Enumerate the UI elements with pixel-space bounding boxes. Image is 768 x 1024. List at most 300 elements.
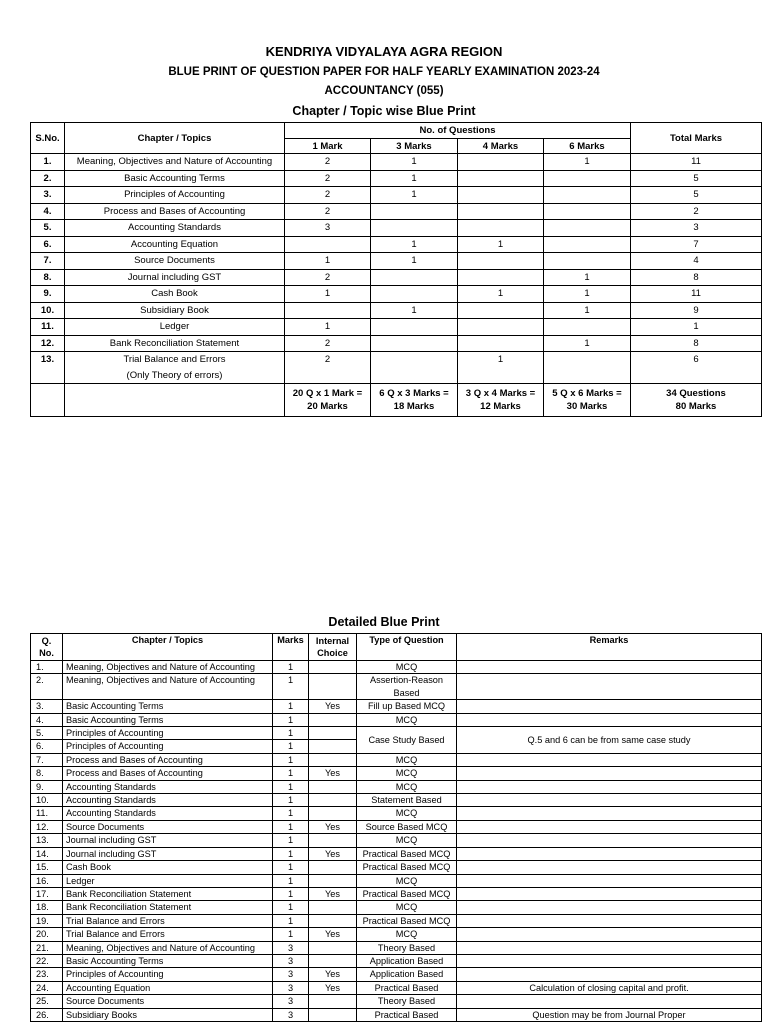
total-cell: 9 [631, 302, 762, 319]
marks-cell: 1 [273, 901, 309, 914]
qno-cell: 10. [31, 794, 63, 807]
type-cell: Practical Based MCQ [357, 861, 457, 874]
topic-cell: Meaning, Objectives and Nature of Accounting [65, 154, 285, 171]
mark1-cell: 2 [285, 203, 371, 220]
table-row [31, 154, 762, 171]
type-cell: MCQ [357, 661, 457, 674]
type-cell: Application Based [357, 954, 457, 967]
header-remarks: Remarks [457, 634, 762, 661]
topic-cell: Source Documents [65, 253, 285, 270]
choice-cell [309, 780, 357, 793]
marks-cell: 1 [273, 847, 309, 860]
header-4-marks: 4 Marks [458, 139, 544, 154]
marks-cell: 3 [273, 941, 309, 954]
mark6-cell: 1 [544, 154, 631, 171]
qno-cell: 22. [31, 954, 63, 967]
sno-cell: 9. [31, 286, 65, 303]
mark3-cell: 1 [371, 154, 458, 171]
table-row [31, 700, 762, 713]
remarks-cell [457, 767, 762, 780]
choice-cell: Yes [309, 928, 357, 941]
topic-cell: Accounting Equation [65, 236, 285, 253]
table-row [31, 914, 762, 927]
mark6-cell [544, 319, 631, 336]
table-row [31, 203, 762, 220]
topic-cell: Journal including GST [63, 834, 273, 847]
remarks-cell [457, 914, 762, 927]
total-cell: 7 [631, 236, 762, 253]
header-1-mark: 1 Mark [285, 139, 371, 154]
total-cell: 6 [631, 352, 762, 384]
remarks-cell [457, 834, 762, 847]
choice-cell [309, 794, 357, 807]
qno-cell: 3. [31, 700, 63, 713]
sno-cell: 13. [31, 352, 65, 384]
qno-cell: 7. [31, 753, 63, 766]
sno-cell: 4. [31, 203, 65, 220]
mark3-cell: 1 [371, 302, 458, 319]
header-qno: Q. No. [31, 634, 63, 661]
header-3-marks: 3 Marks [371, 139, 458, 154]
choice-cell [309, 914, 357, 927]
mark3-cell [371, 319, 458, 336]
type-cell: Practical Based MCQ [357, 887, 457, 900]
total-1-mark: 20 Q x 1 Mark = 20 Marks [285, 384, 371, 417]
marks-cell: 3 [273, 968, 309, 981]
choice-cell [309, 901, 357, 914]
sno-cell: 3. [31, 187, 65, 204]
choice-cell: Yes [309, 820, 357, 833]
remarks-cell [457, 861, 762, 874]
choice-cell [309, 995, 357, 1008]
total-sno-cell [31, 384, 65, 417]
header-total-marks: Total Marks [631, 123, 762, 154]
table-row [31, 794, 762, 807]
mark3-cell [371, 286, 458, 303]
topic-cell: Accounting Standards [63, 780, 273, 793]
mark4-cell: 1 [458, 236, 544, 253]
choice-cell [309, 1008, 357, 1021]
topic-cell: Principles of Accounting [63, 740, 273, 753]
table-row [31, 981, 762, 994]
type-cell: Practical Based [357, 1008, 457, 1021]
type-cell: Application Based [357, 968, 457, 981]
mark6-cell [544, 170, 631, 187]
qno-cell: 23. [31, 968, 63, 981]
qno-cell: 6. [31, 740, 63, 753]
subject-title: ACCOUNTANCY (055) [324, 85, 444, 97]
type-cell: Practical Based [357, 981, 457, 994]
remarks-cell [457, 713, 762, 726]
header-sno: S.No. [31, 123, 65, 154]
topic-cell: Process and Bases of Accounting [63, 753, 273, 766]
mark4-cell: 1 [458, 352, 544, 384]
remarks-cell [457, 954, 762, 967]
mark1-cell: 1 [285, 253, 371, 270]
sno-cell: 10. [31, 302, 65, 319]
choice-cell [309, 661, 357, 674]
marks-cell: 1 [273, 780, 309, 793]
type-cell: Theory Based [357, 995, 457, 1008]
table-row [31, 319, 762, 336]
remarks-cell [457, 674, 762, 700]
mark1-cell: 1 [285, 319, 371, 336]
table-row [31, 286, 762, 303]
remarks-cell [457, 968, 762, 981]
topic-cell: Principles of Accounting [63, 727, 273, 740]
table-row [31, 713, 762, 726]
topic-cell: Accounting Equation [63, 981, 273, 994]
remarks-cell [457, 874, 762, 887]
header-6-marks: 6 Marks [544, 139, 631, 154]
qno-cell: 19. [31, 914, 63, 927]
qno-cell: 26. [31, 1008, 63, 1021]
marks-cell: 1 [273, 713, 309, 726]
section-title-chapter-wise: Chapter / Topic wise Blue Print [292, 104, 476, 118]
marks-cell: 1 [273, 820, 309, 833]
type-cell: MCQ [357, 928, 457, 941]
table-row [31, 220, 762, 237]
table-row [31, 887, 762, 900]
remarks-cell [457, 887, 762, 900]
mark4-cell [458, 335, 544, 352]
table-row [31, 170, 762, 187]
type-cell: MCQ [357, 834, 457, 847]
choice-cell: Yes [309, 700, 357, 713]
marks-cell: 1 [273, 861, 309, 874]
remarks-cell [457, 847, 762, 860]
total-topic-cell [65, 384, 285, 417]
choice-cell [309, 874, 357, 887]
mark3-cell [371, 335, 458, 352]
topic-cell: Meaning, Objectives and Nature of Accounting [63, 941, 273, 954]
remarks-cell [457, 820, 762, 833]
header-no-of-questions: No. of Questions [285, 123, 631, 139]
sno-cell: 12. [31, 335, 65, 352]
table-row [31, 302, 762, 319]
total-cell: 8 [631, 269, 762, 286]
choice-cell [309, 861, 357, 874]
qno-cell: 5. [31, 727, 63, 740]
marks-cell: 1 [273, 700, 309, 713]
mark1-cell: 2 [285, 154, 371, 171]
mark3-cell [371, 203, 458, 220]
table-row [31, 928, 762, 941]
remarks-cell [457, 753, 762, 766]
type-cell: Source Based MCQ [357, 820, 457, 833]
marks-cell: 1 [273, 887, 309, 900]
mark4-cell [458, 319, 544, 336]
total-cell: 2 [631, 203, 762, 220]
mark4-cell [458, 203, 544, 220]
topic-cell: Ledger [63, 874, 273, 887]
table-row [31, 187, 762, 204]
type-cell: MCQ [357, 753, 457, 766]
topic-cell: Ledger [65, 319, 285, 336]
qno-cell: 18. [31, 901, 63, 914]
mark4-cell [458, 302, 544, 319]
mark3-cell: 1 [371, 170, 458, 187]
table-row [31, 995, 762, 1008]
qno-cell: 2. [31, 674, 63, 700]
total-6-marks: 5 Q x 6 Marks = 30 Marks [544, 384, 631, 417]
type-cell: Statement Based [357, 794, 457, 807]
choice-cell: Yes [309, 968, 357, 981]
qno-cell: 15. [31, 861, 63, 874]
choice-cell: Yes [309, 887, 357, 900]
type-cell: Fill up Based MCQ [357, 700, 457, 713]
topic-cell: Trial Balance and Errors [63, 914, 273, 927]
topic-cell: Process and Bases of Accounting [65, 203, 285, 220]
table-row [31, 780, 762, 793]
mark3-cell [371, 269, 458, 286]
choice-cell [309, 834, 357, 847]
remarks-cell [457, 807, 762, 820]
table-row [31, 901, 762, 914]
marks-cell: 1 [273, 914, 309, 927]
mark6-cell [544, 253, 631, 270]
marks-cell: 1 [273, 674, 309, 700]
detailed-blueprint-table [30, 633, 762, 1022]
sno-cell: 6. [31, 236, 65, 253]
mark3-cell [371, 220, 458, 237]
mark1-cell: 2 [285, 335, 371, 352]
type-cell: MCQ [357, 767, 457, 780]
header-type: Type of Question [357, 634, 457, 661]
topic-cell: Accounting Standards [63, 794, 273, 807]
topic-cell: Journal including GST [63, 847, 273, 860]
mark1-cell: 2 [285, 352, 371, 384]
qno-cell: 21. [31, 941, 63, 954]
header-internal-choice: Internal Choice [309, 634, 357, 661]
total-cell: 5 [631, 170, 762, 187]
qno-cell: 20. [31, 928, 63, 941]
choice-cell: Yes [309, 847, 357, 860]
topic-cell: Trial Balance and Errors (Only Theory of errors) [65, 352, 285, 384]
document-subtitle: BLUE PRINT OF QUESTION PAPER FOR HALF YEARLY EXAMINATION 2023-24 [168, 66, 600, 78]
marks-cell: 1 [273, 727, 309, 740]
mark4-cell [458, 269, 544, 286]
topic-cell: Principles of Accounting [65, 187, 285, 204]
section-title-detailed: Detailed Blue Print [328, 615, 440, 629]
choice-cell [309, 674, 357, 700]
header-chapter: Chapter / Topics [63, 634, 273, 661]
remarks-cell [457, 780, 762, 793]
topic-cell: Bank Reconciliation Statement [63, 901, 273, 914]
total-4-marks: 3 Q x 4 Marks = 12 Marks [458, 384, 544, 417]
marks-cell: 1 [273, 874, 309, 887]
table-row [31, 335, 762, 352]
table-row [31, 236, 762, 253]
table-row [31, 820, 762, 833]
table-row [31, 727, 762, 740]
table-row [31, 352, 762, 384]
topic-cell: Basic Accounting Terms [63, 713, 273, 726]
choice-cell [309, 713, 357, 726]
qno-cell: 4. [31, 713, 63, 726]
total-cell: 1 [631, 319, 762, 336]
table-row [31, 954, 762, 967]
document-title: KENDRIYA VIDYALAYA AGRA REGION [265, 44, 503, 59]
mark6-cell: 1 [544, 286, 631, 303]
topic-cell: Trial Balance and Errors [63, 928, 273, 941]
marks-cell: 1 [273, 753, 309, 766]
qno-cell: 8. [31, 767, 63, 780]
topic-cell: Journal including GST [65, 269, 285, 286]
marks-cell: 1 [273, 740, 309, 753]
topic-cell: Basic Accounting Terms [63, 954, 273, 967]
marks-cell: 3 [273, 954, 309, 967]
mark1-cell [285, 236, 371, 253]
mark1-cell [285, 302, 371, 319]
choice-cell: Yes [309, 981, 357, 994]
choice-cell [309, 753, 357, 766]
mark6-cell [544, 220, 631, 237]
mark3-cell [371, 352, 458, 384]
topic-cell: Cash Book [63, 861, 273, 874]
mark6-cell: 1 [544, 335, 631, 352]
remarks-cell [457, 700, 762, 713]
topic-cell: Bank Reconciliation Statement [63, 887, 273, 900]
topic-cell: Accounting Standards [65, 220, 285, 237]
mark6-cell [544, 203, 631, 220]
total-cell: 3 [631, 220, 762, 237]
total-cell: 4 [631, 253, 762, 270]
remarks-cell [457, 661, 762, 674]
mark6-cell [544, 236, 631, 253]
topic-cell: Principles of Accounting [63, 968, 273, 981]
choice-cell [309, 941, 357, 954]
qno-cell: 11. [31, 807, 63, 820]
total-cell: 11 [631, 286, 762, 303]
topic-cell: Meaning, Objectives and Nature of Accounting [63, 661, 273, 674]
table-row [31, 861, 762, 874]
table-row [31, 661, 762, 674]
qno-cell: 12. [31, 820, 63, 833]
marks-cell: 3 [273, 1008, 309, 1021]
topic-cell: Basic Accounting Terms [63, 700, 273, 713]
qno-cell: 13. [31, 834, 63, 847]
header-chapter: Chapter / Topics [65, 123, 285, 154]
qno-cell: 14. [31, 847, 63, 860]
marks-cell: 3 [273, 981, 309, 994]
type-cell: MCQ [357, 807, 457, 820]
remarks-cell [457, 995, 762, 1008]
topic-cell: Subsidiary Book [65, 302, 285, 319]
qno-cell: 17. [31, 887, 63, 900]
mark4-cell [458, 154, 544, 171]
mark1-cell: 2 [285, 187, 371, 204]
choice-cell [309, 807, 357, 820]
type-cell: Assertion-Reason Based [357, 674, 457, 700]
table-row [31, 874, 762, 887]
mark6-cell [544, 187, 631, 204]
table-row [31, 941, 762, 954]
marks-cell: 1 [273, 794, 309, 807]
table-row [31, 269, 762, 286]
mark3-cell: 1 [371, 253, 458, 270]
qno-cell: 24. [31, 981, 63, 994]
table-row [31, 807, 762, 820]
remarks-cell [457, 941, 762, 954]
marks-cell: 1 [273, 807, 309, 820]
type-cell: Theory Based [357, 941, 457, 954]
marks-cell: 1 [273, 928, 309, 941]
qno-cell: 9. [31, 780, 63, 793]
choice-cell: Yes [309, 767, 357, 780]
topic-cell: Bank Reconciliation Statement [65, 335, 285, 352]
remarks-cell: Q.5 and 6 can be from same case study [457, 727, 762, 754]
topic-cell: Accounting Standards [63, 807, 273, 820]
mark3-cell: 1 [371, 187, 458, 204]
type-cell: MCQ [357, 874, 457, 887]
qno-cell: 1. [31, 661, 63, 674]
topic-cell: Meaning, Objectives and Nature of Accounting [63, 674, 273, 700]
topic-cell: Source Documents [63, 820, 273, 833]
sno-cell: 11. [31, 319, 65, 336]
type-cell: MCQ [357, 901, 457, 914]
marks-cell: 1 [273, 834, 309, 847]
table-row [31, 767, 762, 780]
remarks-cell [457, 928, 762, 941]
mark1-cell: 2 [285, 269, 371, 286]
marks-cell: 3 [273, 995, 309, 1008]
topic-cell: Cash Book [65, 286, 285, 303]
remarks-cell [457, 901, 762, 914]
type-cell: Practical Based MCQ [357, 847, 457, 860]
sno-cell: 5. [31, 220, 65, 237]
grand-total: 34 Questions 80 Marks [631, 384, 762, 417]
remarks-cell [457, 794, 762, 807]
marks-cell: 1 [273, 661, 309, 674]
total-cell: 5 [631, 187, 762, 204]
mark4-cell [458, 170, 544, 187]
type-cell: MCQ [357, 713, 457, 726]
table-row [31, 968, 762, 981]
chapter-wise-blueprint-table [30, 122, 762, 417]
remarks-cell: Calculation of closing capital and profit. [457, 981, 762, 994]
table-row [31, 253, 762, 270]
sno-cell: 8. [31, 269, 65, 286]
mark6-cell: 1 [544, 302, 631, 319]
mark1-cell: 3 [285, 220, 371, 237]
total-3-marks: 6 Q x 3 Marks = 18 Marks [371, 384, 458, 417]
remarks-cell: Question may be from Journal Proper [457, 1008, 762, 1021]
topic-cell: Subsidiary Books [63, 1008, 273, 1021]
header-marks: Marks [273, 634, 309, 661]
type-cell: Case Study Based [357, 727, 457, 754]
type-cell: Practical Based MCQ [357, 914, 457, 927]
mark6-cell: 1 [544, 269, 631, 286]
mark4-cell [458, 253, 544, 270]
table-row [31, 847, 762, 860]
qno-cell: 25. [31, 995, 63, 1008]
sno-cell: 2. [31, 170, 65, 187]
mark4-cell [458, 187, 544, 204]
table-row [31, 674, 762, 700]
table-row [31, 753, 762, 766]
sno-cell: 1. [31, 154, 65, 171]
mark3-cell: 1 [371, 236, 458, 253]
table-row [31, 1008, 762, 1021]
mark4-cell: 1 [458, 286, 544, 303]
choice-cell [309, 740, 357, 753]
type-cell: MCQ [357, 780, 457, 793]
choice-cell [309, 727, 357, 740]
marks-cell: 1 [273, 767, 309, 780]
topic-cell: Source Documents [63, 995, 273, 1008]
total-cell: 8 [631, 335, 762, 352]
